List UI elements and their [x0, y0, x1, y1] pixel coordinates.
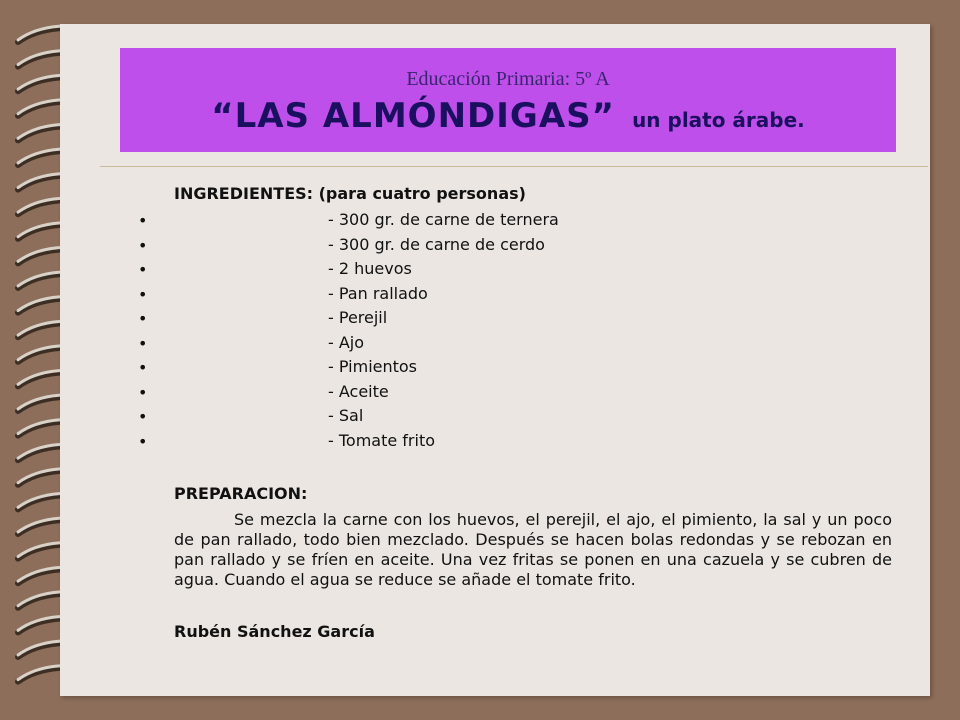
- bullet-icon: •: [138, 235, 148, 255]
- ingredient-text: - Ajo: [328, 332, 365, 352]
- recipe-title: [120, 96, 896, 136]
- bullet-icon: •: [138, 407, 148, 426]
- bullet-icon: •: [138, 333, 148, 353]
- recipe-title-main: “LAS ALMÓNDIGAS”: [211, 96, 615, 136]
- ingredient-text: - Tomate frito: [328, 430, 436, 450]
- bullet-icon: •: [138, 284, 148, 304]
- ingredient-item: [60, 382, 930, 407]
- ingredient-text: - Sal: [328, 406, 364, 425]
- ingredient-item: [60, 357, 930, 382]
- ingredient-item: [60, 406, 930, 431]
- notebook-page: [60, 24, 930, 696]
- ingredient-text: - Pan rallado: [328, 283, 428, 303]
- ingredient-text: - Perejil: [328, 308, 388, 327]
- bullet-icon: •: [138, 309, 148, 328]
- title-banner: [120, 48, 896, 152]
- bullet-icon: •: [138, 358, 148, 377]
- ingredient-item: [60, 235, 930, 260]
- ingredients-list: [60, 210, 930, 455]
- preparation-text: Se mezcla la carne con los huevos, el perejil, el ajo, el pimiento, la sal y un poco de pan rallado, todo bien mezclado. Después se hacen bolas redondas y se rebozan en pan rallado y se fríen en aceite. Una vez fritas se ponen en una cazuela y se cubren de agua. Cuando el agua se reduce se añade el tomate frito.: [174, 510, 892, 589]
- ingredient-text: - Aceite: [328, 381, 389, 401]
- bullet-icon: •: [138, 431, 148, 451]
- ingredient-item: [60, 431, 930, 456]
- ingredient-text: - 300 gr. de carne de cerdo: [328, 234, 545, 254]
- bullet-icon: •: [138, 211, 148, 230]
- ingredient-item: [60, 308, 930, 333]
- ingredient-item: [60, 259, 930, 284]
- bullet-icon: •: [138, 260, 148, 279]
- divider-line: [100, 166, 928, 167]
- bullet-icon: •: [138, 382, 148, 402]
- preparation-heading: PREPARACION:: [174, 484, 308, 503]
- author-name: Rubén Sánchez García: [174, 622, 375, 641]
- ingredient-item: [60, 284, 930, 309]
- recipe-title-suffix: un plato árabe.: [632, 108, 805, 132]
- ingredient-text: - Pimientos: [328, 357, 418, 376]
- ingredient-text: - 2 huevos: [328, 259, 412, 278]
- ingredient-item: [60, 333, 930, 358]
- ingredients-heading: INGREDIENTES: (para cuatro personas): [174, 184, 526, 203]
- ingredient-item: [60, 210, 930, 235]
- ingredient-text: - 300 gr. de carne de ternera: [328, 210, 559, 229]
- class-subtitle: Educación Primaria: 5º A: [406, 68, 610, 90]
